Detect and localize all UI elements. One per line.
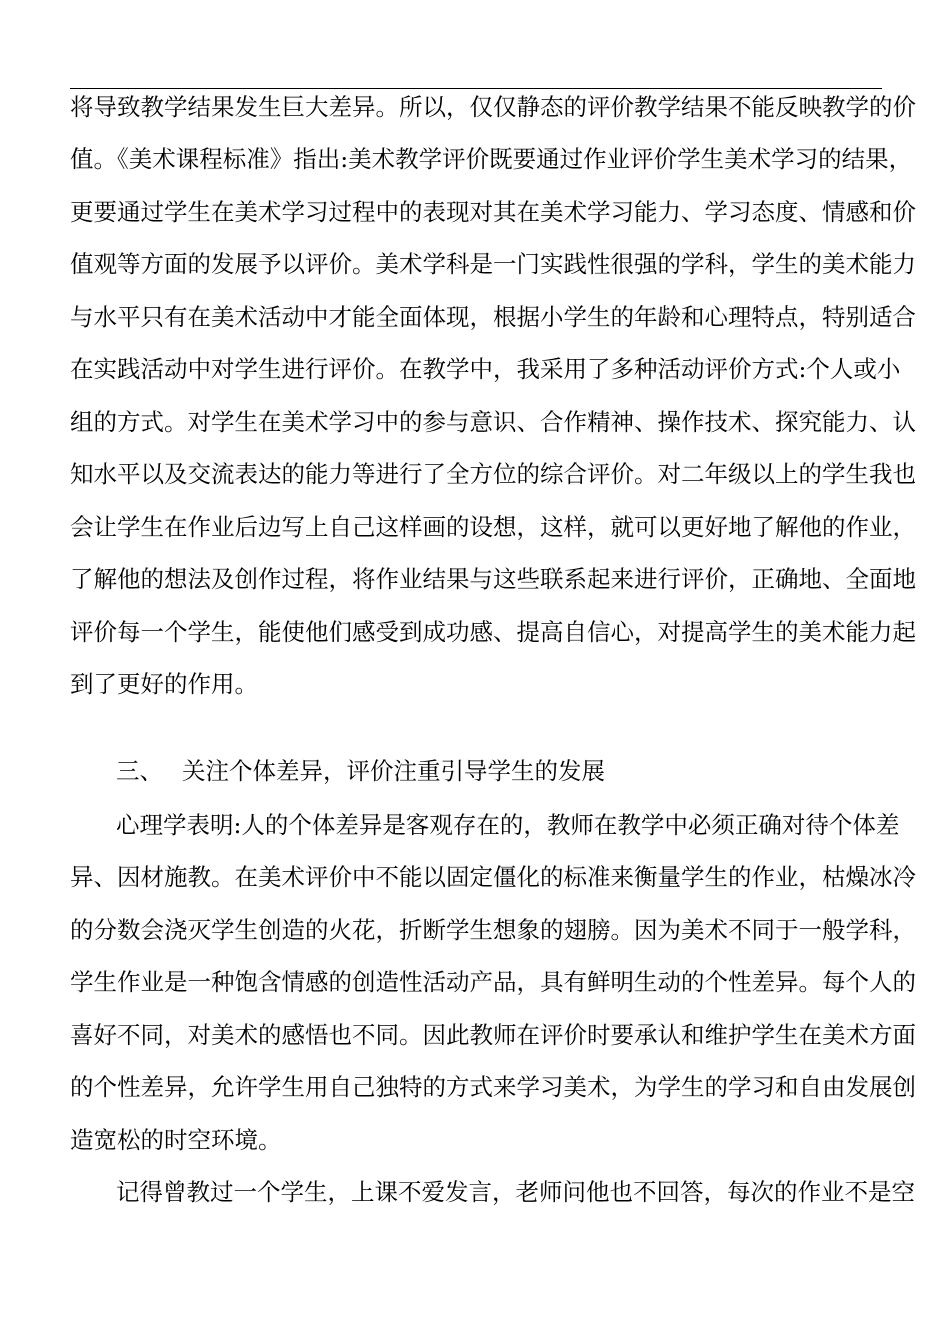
- paragraph-line: 喜好不同，对美术的感悟也不同。因此教师在评价时要承认和维护学生在美术方面: [70, 1021, 916, 1049]
- paragraph-line: 会让学生在作业后边写上自己这样画的设想，这样，就可以更好地了解他的作业，: [70, 513, 916, 541]
- paragraph-line: 了解他的想法及创作过程，将作业结果与这些联系起来进行评价，正确地、全面地: [70, 565, 916, 593]
- section-heading: [116, 745, 605, 797]
- paragraph-line: 到了更好的作用。: [70, 670, 258, 698]
- paragraph-line: 值。《美术课程标准》指出:美术教学评价既要通过作业评价学生美术学习的结果，: [70, 145, 913, 173]
- paragraph-line: 心理学表明:人的个体差异是客观存在的，教师在教学中必须正确对待个体差: [116, 811, 900, 839]
- paragraph-line: 的分数会浇灭学生创造的火花，折断学生想象的翅膀。因为美术不同于一般学科，: [70, 916, 916, 944]
- paragraph-line: 在实践活动中对学生进行评价。在教学中，我采用了多种活动评价方式:个人或小: [70, 355, 901, 383]
- paragraph-line: 记得曾教过一个学生，上课不爱发言，老师问他也不回答，每次的作业不是空: [116, 1178, 915, 1206]
- paragraph-line: 学生作业是一种饱含情感的创造性活动产品，具有鲜明生动的个性差异。每个人的: [70, 968, 916, 996]
- paragraph-line: 与水平只有在美术活动中才能全面体现，根据小学生的年龄和心理特点，特别适合: [70, 303, 916, 331]
- section-title: 关注个体差异，评价注重引导学生的发展: [182, 757, 605, 785]
- paragraph-line: 更要通过学生在美术学习过程中的表现对其在美术学习能力、学习态度、情感和价: [70, 198, 916, 226]
- section-number: 三、: [116, 757, 163, 785]
- paragraph-line: 组的方式。对学生在美术学习中的参与意识、合作精神、操作技术、探究能力、认: [70, 408, 916, 436]
- paragraph-line: 造宽松的时空环境。: [70, 1126, 282, 1154]
- paragraph-line: 评价每一个学生，能使他们感受到成功感、提高自信心，对提高学生的美术能力起: [70, 618, 916, 646]
- paragraph-line: 的个性差异，允许学生用自己独特的方式来学习美术，为学生的学习和自由发展创: [70, 1073, 916, 1101]
- paragraph-line: 知水平以及交流表达的能力等进行了全方位的综合评价。对二年级以上的学生我也: [70, 460, 916, 488]
- paragraph-line: 异、因材施教。在美术评价中不能以固定僵化的标准来衡量学生的作业，枯燥冰冷: [70, 863, 916, 891]
- paragraph-line: 将导致教学结果发生巨大差异。所以，仅仅静态的评价教学结果不能反映教学的价: [70, 93, 916, 121]
- paragraph-line: 值观等方面的发展予以评价。美术学科是一门实践性很强的学科，学生的美术能力: [70, 250, 916, 278]
